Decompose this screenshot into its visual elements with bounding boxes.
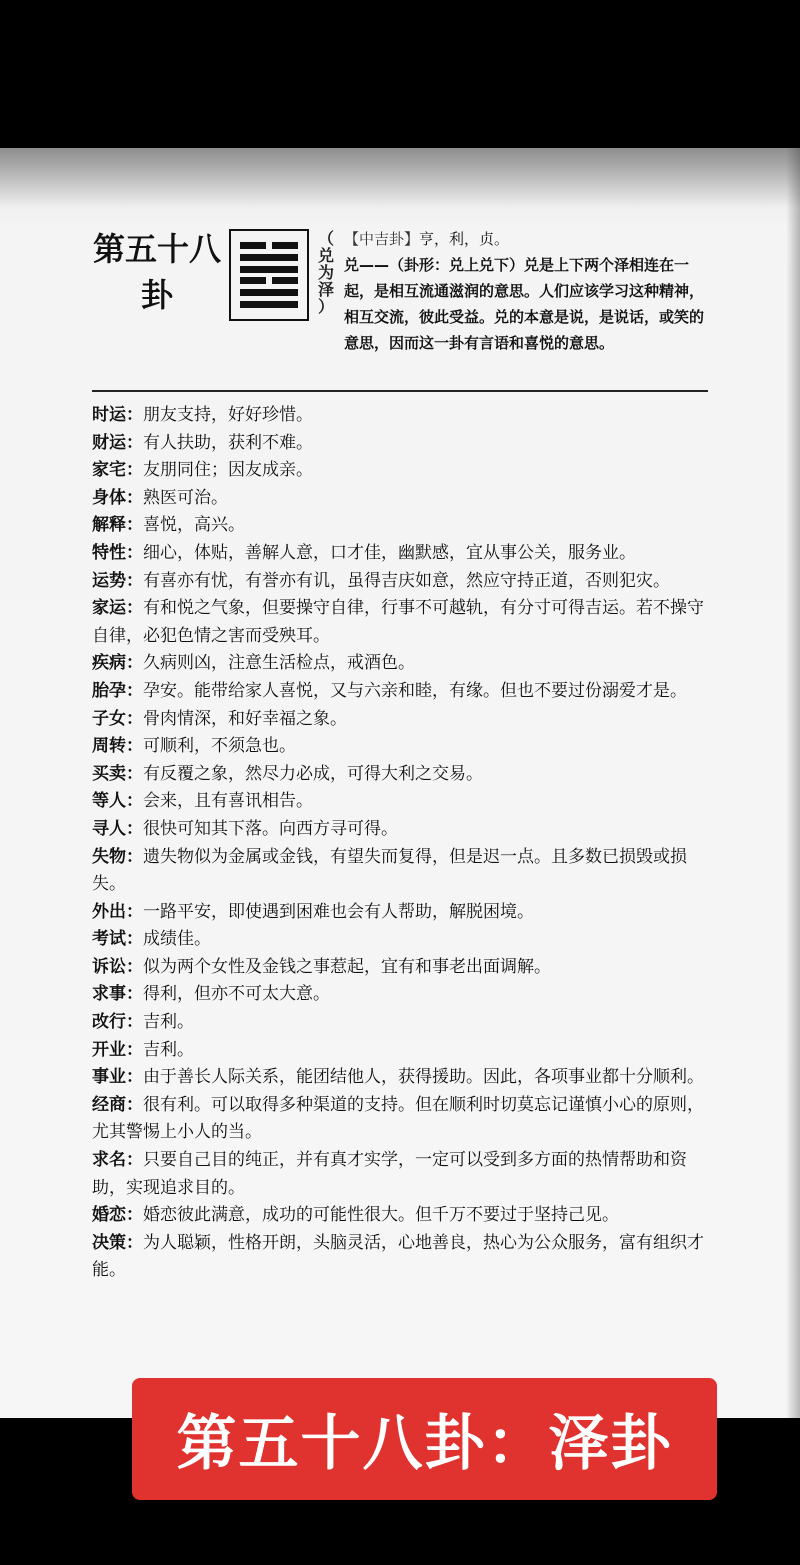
entry-text: 可顺利，不须急也。 <box>143 736 296 757</box>
entry-text: 有人扶助，获利不难。 <box>143 432 313 453</box>
entry-key: 事业： <box>92 1067 143 1088</box>
list-item <box>92 1092 704 1147</box>
entry-key: 经商： <box>92 1094 143 1115</box>
entry-key: 财运： <box>92 432 143 453</box>
list-item <box>92 595 704 650</box>
list-item <box>92 899 704 927</box>
entry-key: 婚恋： <box>92 1205 143 1226</box>
entry-text: 只要自己目的纯正，并有真才实学，一定可以受到多方面的热情帮助和资助，实现追求目的。 <box>92 1150 687 1198</box>
list-item <box>92 1230 704 1285</box>
entry-key: 改行： <box>92 1012 143 1033</box>
entry-key: 家运： <box>92 598 143 619</box>
hexagram-name: （ 兑 为 泽 ） <box>317 229 334 316</box>
entry-text: 细心，体贴，善解人意，口才佳，幽默感，宜从事公关，服务业。 <box>143 542 636 563</box>
entry-text: 久病则凶，注意生活检点，戒酒色。 <box>143 653 415 674</box>
entry-key: 求名： <box>92 1150 143 1171</box>
list-item <box>92 485 704 513</box>
entry-text: 为人聪颖，性格开朗，头脑灵活，心地善良，热心为公众服务，富有组织才能。 <box>92 1232 704 1281</box>
list-item <box>92 1147 704 1202</box>
entry-text: 孕安。能带给家人喜悦，又与六亲和睦，有缘。但也不要过份溺爱才是。 <box>143 680 687 701</box>
list-item <box>92 678 704 706</box>
entry-key: 子女： <box>92 708 143 729</box>
banner-text: 第五十八卦：泽卦 <box>176 1409 673 1479</box>
list-item <box>92 761 704 789</box>
intro-body: 兑——（卦形：兑上兑下）兑是上下两个泽相连在一起，是相互流通滋润的意思。人们应该学习这种精神，相互交流，彼此受益。兑的本意是说，是说话，或笑的意思，因而这一卦有言语和喜悦的意思。 <box>344 256 705 352</box>
intro-paragraph <box>344 226 704 356</box>
entry-text: 友朋同住；因友成亲。 <box>143 460 313 481</box>
list-item <box>92 926 704 954</box>
entry-key: 时运： <box>92 405 143 425</box>
list-item <box>92 1202 704 1230</box>
entry-text: 很快可知其下落。向西方寻可得。 <box>143 818 398 839</box>
entry-key: 周转： <box>92 736 143 757</box>
entry-key: 寻人： <box>92 818 143 839</box>
intro-judgement: 亨，利，贞。 <box>419 230 510 248</box>
page-shadow <box>0 148 800 208</box>
entry-text: 熟医可治。 <box>143 487 228 508</box>
entry-key: 失物： <box>92 846 143 867</box>
entry-key: 解释： <box>92 515 143 536</box>
list-item <box>92 733 704 761</box>
entry-key: 外出： <box>92 901 143 922</box>
hexagram-line <box>240 266 298 273</box>
entry-key: 诉讼： <box>92 956 143 977</box>
entry-text: 会来，且有喜讯相告。 <box>143 791 313 812</box>
entry-text: 一路平安，即使遇到困难也会有人帮助，解脱困境。 <box>143 901 534 922</box>
entry-text: 遗失物似为金属或金钱，有望失而复得，但是迟一点。且多数已损毁或损失。 <box>92 846 687 895</box>
entry-key: 等人： <box>92 791 143 812</box>
list-item <box>92 650 704 678</box>
entry-text: 得利，但亦不可太大意。 <box>143 984 330 1005</box>
title-banner <box>132 1378 717 1500</box>
divider-line <box>92 390 708 392</box>
list-item <box>92 954 704 982</box>
entry-key: 买卖： <box>92 763 143 784</box>
list-item <box>92 816 704 844</box>
list-item <box>92 568 704 596</box>
entry-text: 婚恋彼此满意，成功的可能性很大。但千万不要过于坚持己见。 <box>143 1205 619 1226</box>
hexagram-line <box>240 289 298 296</box>
entry-list <box>92 402 704 1285</box>
hexagram-line <box>240 254 298 261</box>
hexagram-line <box>240 301 298 308</box>
book-page <box>0 148 800 1418</box>
entry-text: 喜悦，高兴。 <box>143 515 245 536</box>
entry-key: 特性： <box>92 542 143 563</box>
entry-text: 成绩佳。 <box>143 929 211 950</box>
list-item <box>92 706 704 734</box>
chapter-header <box>92 226 712 376</box>
entry-text: 吉利。 <box>143 1039 194 1060</box>
list-item <box>92 981 704 1009</box>
entry-key: 胎孕： <box>92 680 143 701</box>
list-item <box>92 430 704 458</box>
page-edge <box>786 148 800 1418</box>
entry-key: 身体： <box>92 487 143 508</box>
list-item <box>92 512 704 540</box>
list-item <box>92 1064 704 1092</box>
entry-key: 考试： <box>92 929 143 950</box>
entry-key: 决策： <box>92 1232 143 1253</box>
list-item <box>92 457 704 485</box>
entry-key: 运势： <box>92 570 143 591</box>
entry-key: 疾病： <box>92 653 143 674</box>
entry-text: 有反覆之象，然尽力必成，可得大利之交易。 <box>143 763 483 784</box>
list-item <box>92 540 704 568</box>
chapter-title: 第五十八 卦 <box>92 230 221 314</box>
entry-text: 朋友支持，好好珍惜。 <box>143 405 313 425</box>
list-item <box>92 1037 704 1065</box>
entry-text: 骨肉情深，和好幸福之象。 <box>143 708 347 729</box>
intro-tag: 【中吉卦】 <box>344 230 420 248</box>
entry-key: 家宅： <box>92 460 143 481</box>
entry-text: 似为两个女性及金钱之事惹起，宜有和事老出面调解。 <box>143 956 551 977</box>
entry-key: 开业： <box>92 1039 143 1060</box>
hexagram-symbol-icon <box>229 229 309 321</box>
list-item <box>92 1009 704 1037</box>
entry-text: 有和悦之气象，但要操守自律，行事不可越轨，有分寸可得吉运。若不操守自律，必犯色情之害而受殃耳。 <box>92 598 704 646</box>
list-item <box>92 788 704 816</box>
entry-text: 有喜亦有忧，有誉亦有讥，虽得吉庆如意，然应守持正道，否则犯灾。 <box>143 570 670 591</box>
list-item <box>92 402 704 430</box>
entry-key: 求事： <box>92 984 143 1005</box>
entry-text: 吉利。 <box>143 1012 194 1033</box>
entry-text: 很有利。可以取得多种渠道的支持。但在顺利时切莫忘记谨慎小心的原则，尤其警惕上小人的当。 <box>92 1094 704 1143</box>
hexagram-line <box>240 242 298 249</box>
entry-text: 由于善长人际关系，能团结他人，获得援助。因此，各项事业都十分顺利。 <box>143 1067 704 1088</box>
list-item <box>92 844 704 899</box>
hexagram-line <box>240 277 298 284</box>
